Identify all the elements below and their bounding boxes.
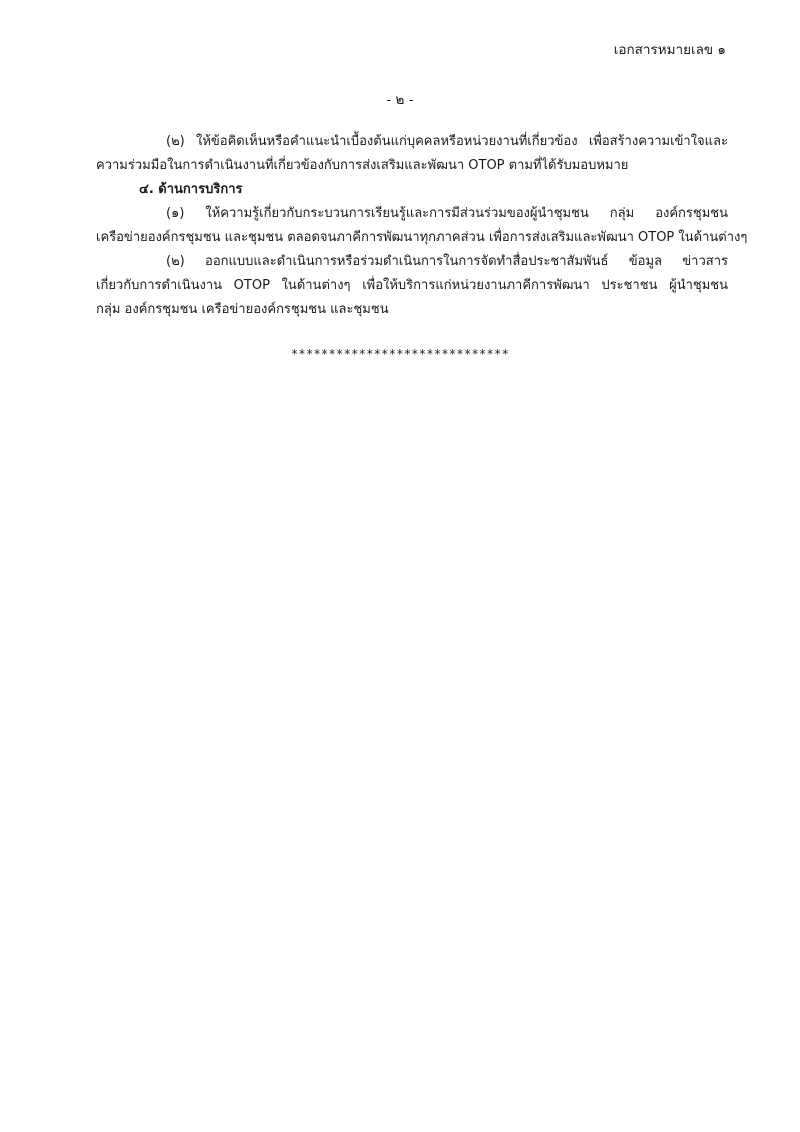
paragraph-line: กลุ่ม องค์กรชุมชน เครือข่ายองค์กรชุมชน และชุมชน — [96, 302, 389, 317]
service-item-1-paragraph — [96, 202, 748, 250]
end-separator: ***************************** — [290, 347, 510, 361]
service-item-2-paragraph — [96, 250, 728, 322]
item-2-paragraph — [96, 130, 728, 178]
section-4-heading-block — [96, 178, 728, 202]
paragraph-line: เกี่ยวกับการดำเนินงาน OTOP ในด้านต่างๆ เพื่อให้บริการแก่หน่วยงานภาคีการพัฒนา ประชาชน ผู้นำชุมชน — [96, 278, 728, 293]
paragraph-line: (๒) ให้ข้อคิดเห็นหรือคำแนะนำเบื้องต้นแก่บุคคลหรือหน่วยงานที่เกี่ยวข้อง เพื่อสร้างความเข้าใจและ — [166, 134, 728, 149]
paragraph-line: (๒) ออกแบบและดำเนินการหรือร่วมดำเนินการในการจัดทำสื่อประชาสัมพันธ์ ข้อมูล ข่าวสาร — [166, 254, 728, 269]
document-number-label: เอกสารหมายเลข ๑ — [613, 42, 726, 58]
paragraph-line: ความร่วมมือในการดำเนินงานที่เกี่ยวข้องกับการส่งเสริมและพัฒนา OTOP ตามที่ได้รับมอบหมาย — [96, 158, 629, 173]
page-number: - ๒ - — [386, 92, 414, 108]
paragraph-line: เครือข่ายองค์กรชุมชน และชุมชน ตลอดจนภาคีการพัฒนาทุกภาคส่วน เพื่อการส่งเสริมและพัฒนา OTOP ในด้านต่างๆ — [96, 230, 748, 245]
paragraph-line: (๑) ให้ความรู้เกี่ยวกับกระบวนการเรียนรู้และการมีส่วนร่วมของผู้นำชุมชน กลุ่ม องค์กรชุมชน — [166, 206, 728, 221]
section-heading: ๔. ด้านการบริการ — [139, 182, 243, 197]
